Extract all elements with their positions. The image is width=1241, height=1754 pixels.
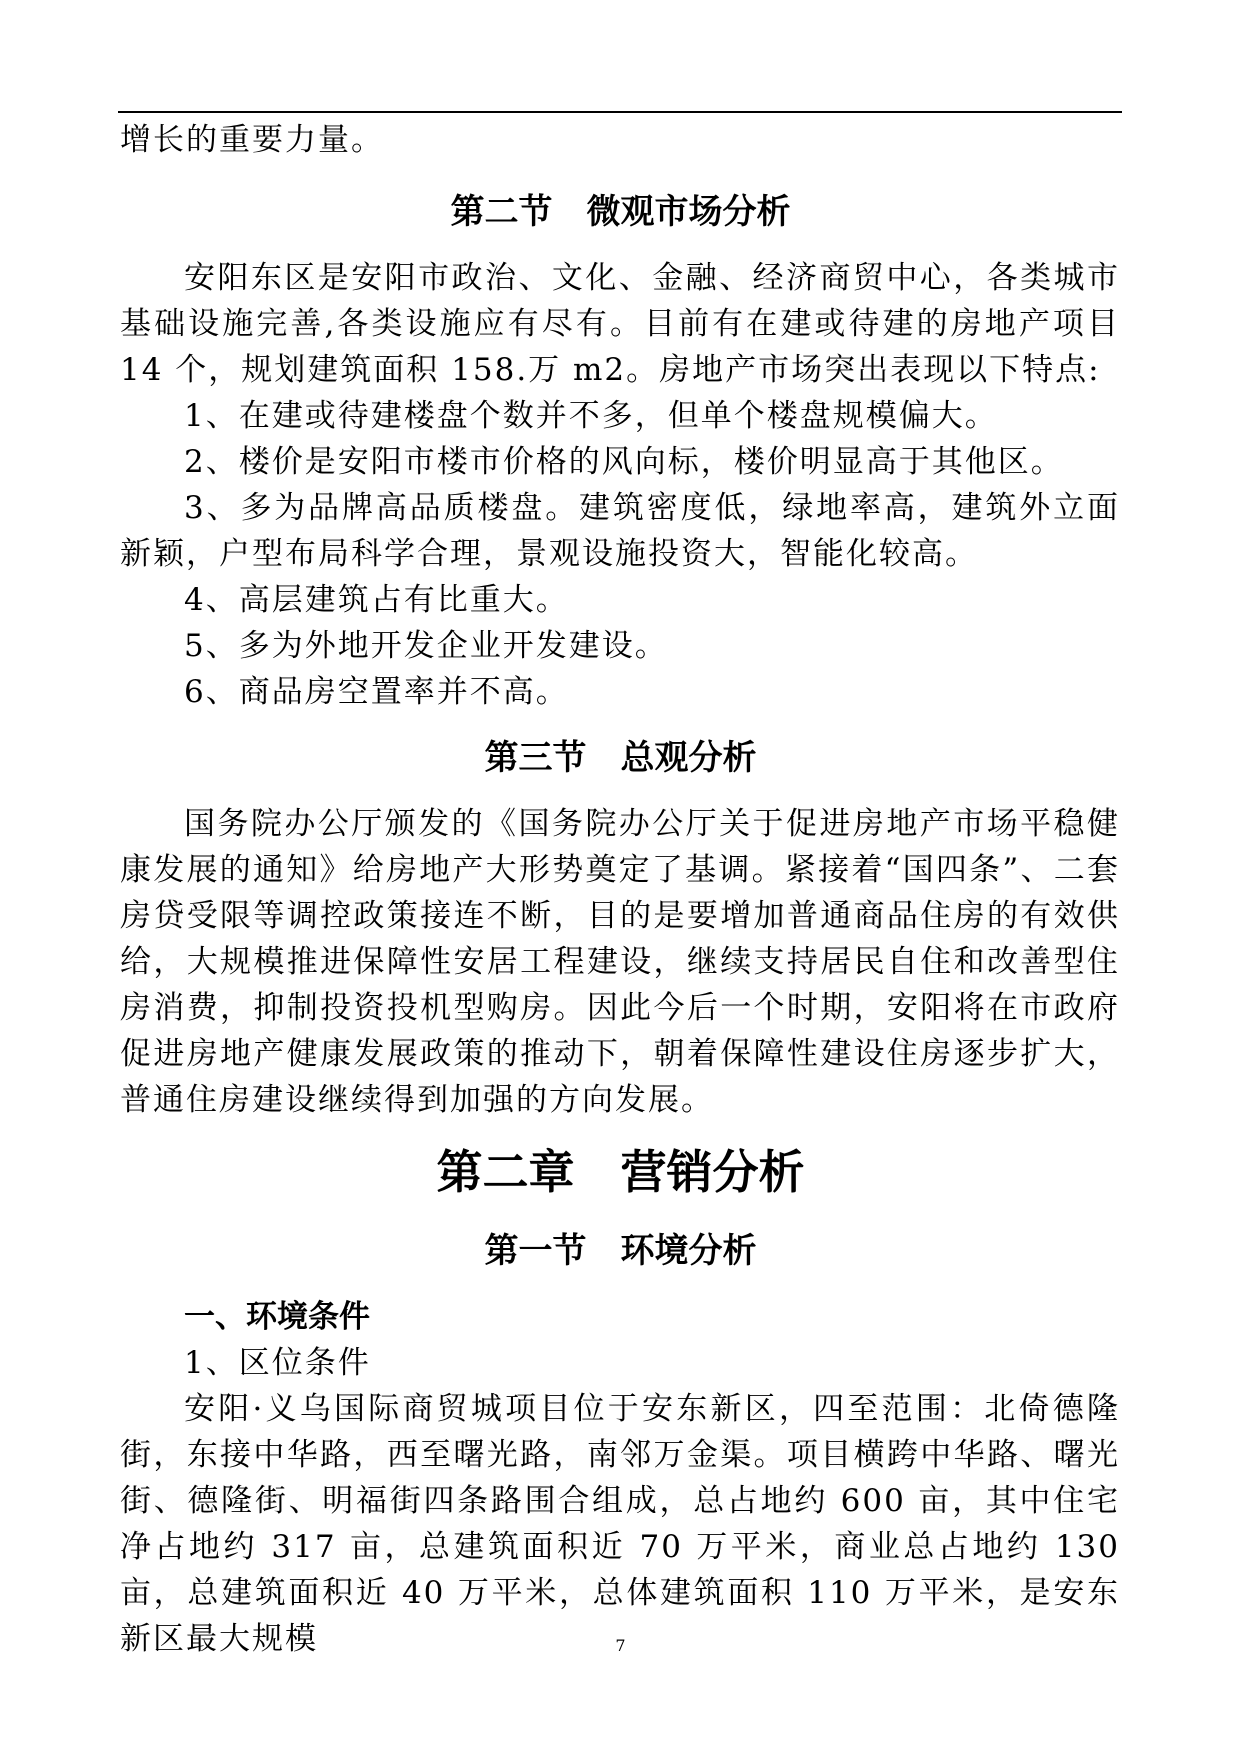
section-heading-micro-market: 第二节 微观市场分析 bbox=[450, 192, 791, 232]
section2-item-3: 3、多为品牌高品质楼盘。建筑密度低，绿地率高，建筑外立面新颖，户型布局科学合理，景观设施投资大，智能化较高。 bbox=[120, 490, 1120, 572]
section-heading-environment: 第一节 环境分析 bbox=[484, 1231, 757, 1271]
header-rule bbox=[118, 111, 1122, 113]
section2-item-2: 2、楼价是安阳市楼市价格的风向标，楼价明显高于其他区。 bbox=[184, 444, 1064, 480]
page-number: 7 bbox=[615, 1636, 626, 1655]
section3-paragraph: 国务院办公厅颁发的《国务院办公厅关于促进房地产市场平稳健康发展的通知》给房地产大形势奠定了基调。紧接着“国四条”、二套房贷受限等调控政策接连不断，目的是要增加普通商品住房的有效供给，大规模推进保障性安居工程建设，继续支持居民自住和改善型住房消费，抑制投资投机型购房。因此今后一个时期，安阳将在市政府促进房地产健康发展政策的推动下，朝着保障性建设住房逐步扩大，普通住房建设继续得到加强的方向发展。 bbox=[120, 806, 1120, 1118]
location-paragraph: 安阳·义乌国际商贸城项目位于安东新区，四至范围：北倚德隆街，东接中华路，西至曙光路，南邻万金渠。项目横跨中华路、曙光街、德隆街、明福街四条路围合组成，总占地约 600 亩，其中住宅净占地约 317 亩，总建筑面积近 70 万平米，商业总占地约 130 亩，总建筑面积近 40 万平米，总体建筑面积 110 万平米，是安东新区最大规模 bbox=[120, 1391, 1120, 1657]
chapter-heading-marketing: 第二章 营销分析 bbox=[436, 1145, 805, 1199]
continuation-text: 增长的重要力量。 bbox=[120, 122, 384, 158]
item-location-conditions: 1、区位条件 bbox=[184, 1345, 371, 1381]
section2-intro-paragraph: 安阳东区是安阳市政治、文化、金融、经济商贸中心，各类城市基础设施完善,各类设施应有尽有。目前有在建或待建的房地产项目 14 个，规划建筑面积 158.万 m2。房地产市场突出表现以下特点: bbox=[120, 260, 1120, 388]
section2-item-1: 1、在建或待建楼盘个数并不多，但单个楼盘规模偏大。 bbox=[184, 398, 998, 434]
subheading-environment-conditions: 一、环境条件 bbox=[184, 1299, 370, 1335]
section2-item-4: 4、高层建筑占有比重大。 bbox=[184, 582, 569, 618]
section2-item-5: 5、多为外地开发企业开发建设。 bbox=[184, 628, 668, 664]
section-heading-overview: 第三节 总观分析 bbox=[484, 738, 757, 778]
section2-item-6: 6、商品房空置率并不高。 bbox=[184, 674, 569, 710]
